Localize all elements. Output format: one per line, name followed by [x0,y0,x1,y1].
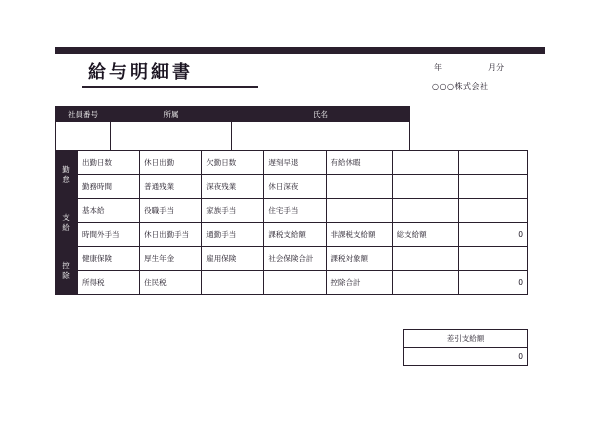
column-header-name: 氏名 [232,107,410,122]
header-bar [55,47,545,54]
cell-label-overtime-allowance: 時間外手当 [78,223,140,247]
cell-label-attendance-blank-1 [392,151,458,175]
employee-header-row [56,107,410,122]
cell-value-payment-1[interactable] [458,199,527,223]
payment-row-1 [56,199,528,223]
payslip-main-table [55,150,528,295]
cell-label-workdays: 出勤日数 [78,151,140,175]
cell-label-holiday-work: 休日出勤 [140,151,202,175]
net-label-row [404,330,528,348]
cell-label-nontaxable-payment: 非課税支給額 [326,223,392,247]
name-value[interactable] [232,122,410,151]
cell-label-holiday-late-night: 休日深夜 [264,175,326,199]
cell-label-holiday-work-allowance: 休日出勤手当 [140,223,202,247]
attendance-row-1 [56,151,528,175]
cell-value-attendance-2[interactable] [458,175,527,199]
cell-label-employment-insurance: 雇用保険 [202,247,264,271]
cell-label-taxable-amount: 課税対象額 [326,247,392,271]
page-title: 給与明細書 [88,62,193,83]
net-payment-label: 差引支給額 [404,330,528,348]
deduction-row-1 [56,247,528,271]
cell-value-gross-payment[interactable]: 0 [458,223,527,247]
employee-number-value[interactable] [56,122,111,151]
net-payment-value[interactable]: 0 [404,348,528,366]
cell-label-health-insurance: 健康保険 [78,247,140,271]
employee-info-table [55,106,410,151]
net-value-row [404,348,528,366]
section-label-payment: 支給 [56,199,78,247]
employee-value-row [56,122,410,151]
cell-value-attendance-1[interactable] [458,151,527,175]
cell-label-payment-blank-2 [392,199,458,223]
cell-value-deduction-total[interactable]: 0 [458,271,527,295]
cell-label-pension: 厚生年金 [140,247,202,271]
cell-label-residence-tax: 住民税 [140,271,202,295]
cell-label-deduction-total: 控除合計 [326,271,392,295]
net-payment-box [403,329,528,366]
cell-label-housing-allowance: 住宅手当 [264,199,326,223]
month-label: 月分 [488,63,504,72]
year-label: 年 [434,63,442,72]
cell-label-deduction-blank-4 [392,271,458,295]
cell-label-deduction-blank-3 [264,271,326,295]
payment-row-2 [56,223,528,247]
cell-label-deduction-blank-2 [202,271,264,295]
cell-label-commuting-allowance: 通勤手当 [202,223,264,247]
cell-label-deduction-blank-1 [392,247,458,271]
cell-label-family-allowance: 家族手当 [202,199,264,223]
cell-label-income-tax: 所得税 [78,271,140,295]
deduction-row-2 [56,271,528,295]
cell-value-deduction-1[interactable] [458,247,527,271]
cell-label-gross-payment: 総支給額 [392,223,458,247]
section-label-attendance: 勤怠 [56,151,78,199]
cell-label-late-night-overtime: 深夜残業 [202,175,264,199]
cell-label-taxable-payment: 課税支給額 [264,223,326,247]
cell-label-position-allowance: 役職手当 [140,199,202,223]
cell-label-attendance-blank-3 [392,175,458,199]
column-header-employee-number: 社員番号 [56,107,111,122]
cell-label-late-early: 遅刻早退 [264,151,326,175]
company-name: ○○○株式会社 [432,82,489,91]
cell-label-normal-overtime: 普通残業 [140,175,202,199]
section-label-deduction: 控除 [56,247,78,295]
department-value[interactable] [111,122,232,151]
attendance-row-2 [56,175,528,199]
column-header-department: 所属 [111,107,232,122]
cell-label-attendance-blank-2 [326,175,392,199]
cell-label-absence-days: 欠勤日数 [202,151,264,175]
cell-label-social-insurance-total: 社会保険合計 [264,247,326,271]
cell-label-work-hours: 勤務時間 [78,175,140,199]
cell-label-base-pay: 基本給 [78,199,140,223]
title-underline [82,86,258,88]
cell-label-paid-leave: 有給休暇 [326,151,392,175]
cell-label-payment-blank-1 [326,199,392,223]
